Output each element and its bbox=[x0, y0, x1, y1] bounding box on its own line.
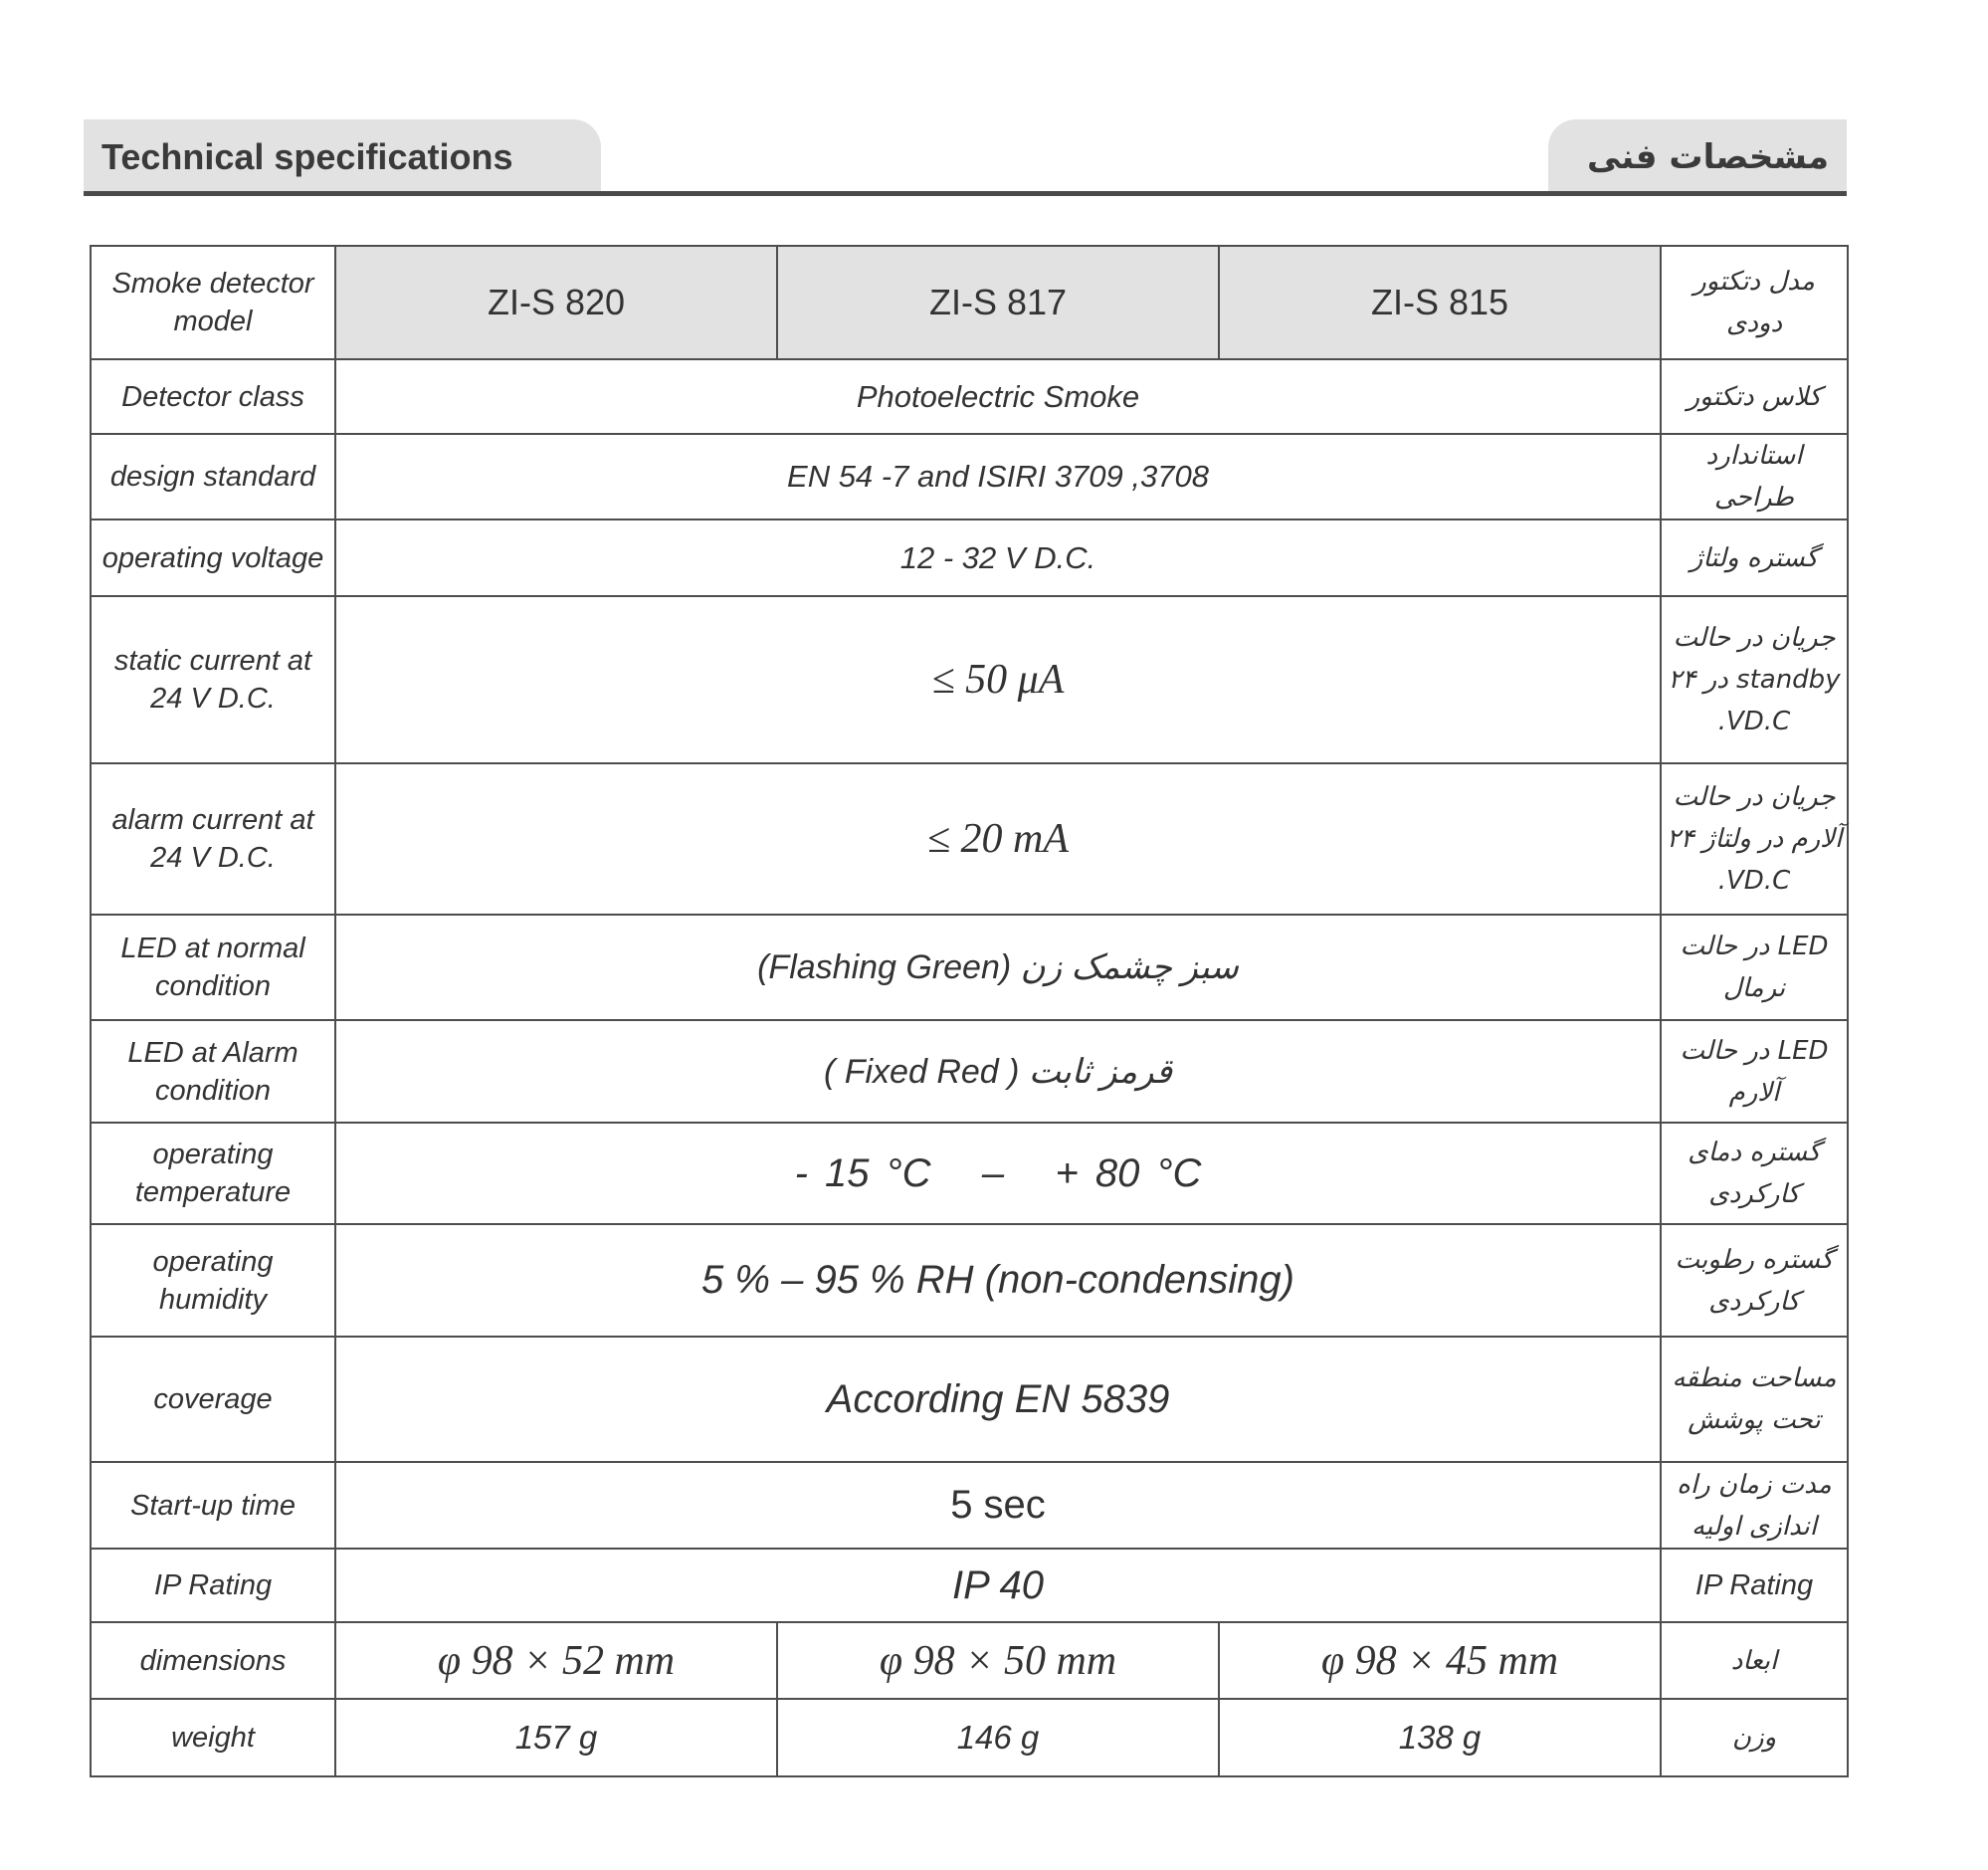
spec-value: 5 % – 95 % RH (non-condensing) bbox=[335, 1224, 1661, 1337]
row-label-fa: مساحت منطقه تحت پوشش bbox=[1661, 1337, 1848, 1462]
row-label-en: operating voltage bbox=[91, 519, 335, 596]
section-title-en: Technical specifications bbox=[101, 135, 513, 177]
row-label-en: Detector class bbox=[91, 359, 335, 434]
spec-value: According EN 5839 bbox=[335, 1337, 1661, 1462]
spec-table bbox=[90, 245, 1849, 1777]
row-label-en: coverage bbox=[91, 1337, 335, 1462]
table-row bbox=[91, 1622, 1848, 1699]
model-header: ZI-S 817 bbox=[777, 246, 1219, 359]
spec-value: 157 g bbox=[335, 1699, 777, 1776]
table-row bbox=[91, 596, 1848, 763]
header-divider bbox=[84, 191, 1847, 196]
row-label-fa: وزن bbox=[1661, 1699, 1848, 1776]
table-row bbox=[91, 359, 1848, 434]
table-row bbox=[91, 246, 1848, 359]
spec-value: φ 98 × 45 mm bbox=[1219, 1622, 1661, 1699]
section-title-fa: مشخصات فنی bbox=[1587, 136, 1829, 177]
spec-value: φ 98 × 52 mm bbox=[335, 1622, 777, 1699]
spec-value: سبز چشمک زن (Flashing Green) bbox=[335, 915, 1661, 1020]
table-row bbox=[91, 1549, 1848, 1622]
spec-value: Photoelectric Smoke bbox=[335, 359, 1661, 434]
table-row bbox=[91, 1462, 1848, 1549]
row-label-fa: استاندارد طراحی bbox=[1661, 434, 1848, 519]
row-label-en: dimensions bbox=[91, 1622, 335, 1699]
table-row bbox=[91, 1224, 1848, 1337]
row-label-en: IP Rating bbox=[91, 1549, 335, 1622]
row-label-fa: LED در حالت آلارم bbox=[1661, 1020, 1848, 1123]
table-row bbox=[91, 763, 1848, 915]
row-label-fa: ابعاد bbox=[1661, 1622, 1848, 1699]
table-row bbox=[91, 1337, 1848, 1462]
row-label-en: LED at Alarm condition bbox=[91, 1020, 335, 1123]
spec-value: ≤ 20 mA bbox=[335, 763, 1661, 915]
row-label-fa: جریان در حالت standby در ۲۴ VD.C. bbox=[1661, 596, 1848, 763]
row-label-fa: جریان در حالت آلارم در ولتاژ ۲۴ VD.C. bbox=[1661, 763, 1848, 915]
spec-value: φ 98 × 50 mm bbox=[777, 1622, 1219, 1699]
model-header: ZI-S 815 bbox=[1219, 246, 1661, 359]
row-label-fa: گستره دمای کارکردی bbox=[1661, 1123, 1848, 1224]
table-row bbox=[91, 434, 1848, 519]
spec-value: ≤ 50 μA bbox=[335, 596, 1661, 763]
row-label-en: alarm current at 24 V D.C. bbox=[91, 763, 335, 915]
section-title-en-tab bbox=[84, 119, 601, 194]
table-row bbox=[91, 915, 1848, 1020]
row-label-fa: گستره رطوبت کارکردی bbox=[1661, 1224, 1848, 1337]
section-title-fa-tab bbox=[1548, 119, 1847, 194]
spec-value: 5 sec bbox=[335, 1462, 1661, 1549]
spec-value: EN 54 -7 and ISIRI 3709 ,3708 bbox=[335, 434, 1661, 519]
spec-value: 138 g bbox=[1219, 1699, 1661, 1776]
row-label-fa: LED در حالت نرمال bbox=[1661, 915, 1848, 1020]
row-label-fa: گستره ولتاژ bbox=[1661, 519, 1848, 596]
row-label-en: Start-up time bbox=[91, 1462, 335, 1549]
row-label-fa: کلاس دتکتور bbox=[1661, 359, 1848, 434]
row-label-en: design standard bbox=[91, 434, 335, 519]
spec-value: - 15 °C – + 80 °C bbox=[335, 1123, 1661, 1224]
table-row bbox=[91, 1020, 1848, 1123]
row-label-fa: IP Rating bbox=[1661, 1549, 1848, 1622]
spec-value: 12 - 32 V D.C. bbox=[335, 519, 1661, 596]
row-label-en: weight bbox=[91, 1699, 335, 1776]
spec-value: 146 g bbox=[777, 1699, 1219, 1776]
table-row bbox=[91, 519, 1848, 596]
row-label-en: Smoke detector model bbox=[91, 246, 335, 359]
table-row bbox=[91, 1699, 1848, 1776]
row-label-en: operating temperature bbox=[91, 1123, 335, 1224]
row-label-en: static current at 24 V D.C. bbox=[91, 596, 335, 763]
row-label-fa: مدل دتکتور دودی bbox=[1661, 246, 1848, 359]
spec-value: قرمز ثابت ( Fixed Red ) bbox=[335, 1020, 1661, 1123]
row-label-en: operating humidity bbox=[91, 1224, 335, 1337]
spec-value: IP 40 bbox=[335, 1549, 1661, 1622]
row-label-en: LED at normal condition bbox=[91, 915, 335, 1020]
table-row bbox=[91, 1123, 1848, 1224]
model-header: ZI-S 820 bbox=[335, 246, 777, 359]
row-label-fa: مدت زمان راه اندازی اولیه bbox=[1661, 1462, 1848, 1549]
